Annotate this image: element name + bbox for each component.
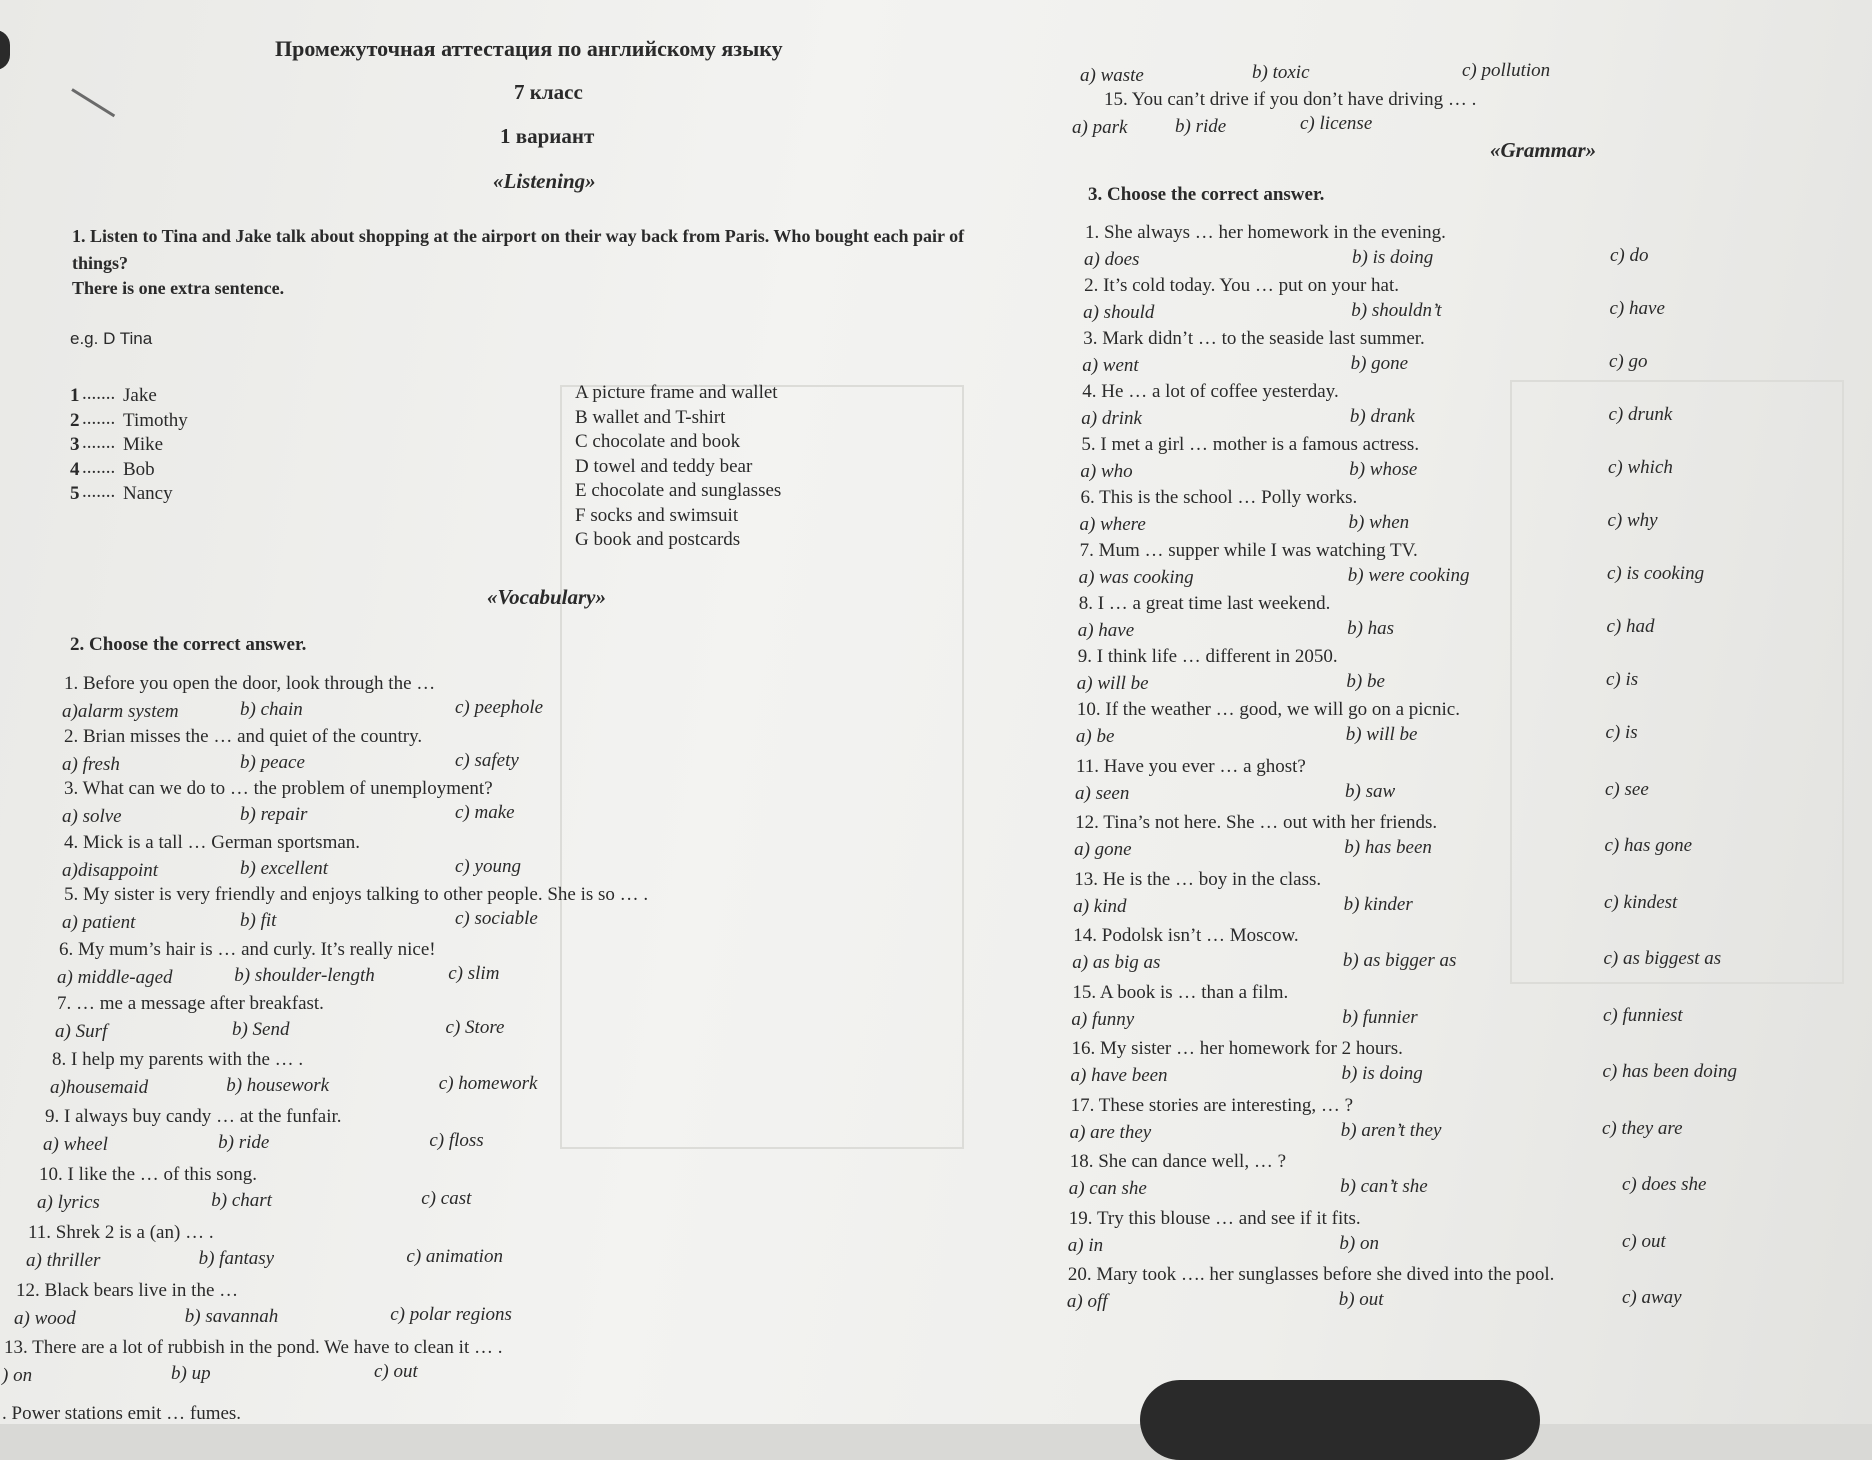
answer-option-b: b) fit (240, 910, 277, 931)
answer-option-b: b) can’t she (1340, 1176, 1428, 1197)
answer-option-c: c) out (374, 1361, 418, 1382)
answer-option-a: a) who (1080, 461, 1133, 482)
answer-option-a: a) can she (1068, 1178, 1147, 1199)
answer-option-a: a) was cooking (1078, 567, 1194, 588)
answer-option-c: c) young (455, 856, 521, 877)
vocabulary-task: 2. Choose the correct answer. (70, 634, 307, 655)
answer-option-a: a) are they (1069, 1121, 1152, 1143)
answer-blank: ....... (82, 407, 116, 429)
answer-option-b: b) as bigger as (1342, 950, 1457, 971)
answer-option-c: c) see (1605, 778, 1649, 800)
answer-option-a: a) Surf (55, 1021, 108, 1042)
answer-option-a: a) in (1067, 1234, 1104, 1256)
vocab-question-10: 10. I like the … of this song. (39, 1164, 257, 1185)
answer-option-c: c) animation (406, 1246, 503, 1267)
answer-option-c: c) have (1609, 298, 1665, 319)
answer-option-a: a) drink (1081, 408, 1142, 429)
answer-option-c: c) has gone (1604, 835, 1693, 856)
answer-option-c: c) kindest (1604, 891, 1678, 913)
answer-option-c: c) they are (1602, 1117, 1683, 1139)
listening-heading: «Listening» (493, 169, 596, 193)
grammar-question-2: 2. It’s cold today. You … put on your hat. (1084, 275, 1399, 296)
listening-task: 1. Listen to Tina and Jake talk about shopping at the airport on their way back from Paris. Who bought each pair of (72, 226, 965, 246)
answer-option-b: b) up (171, 1363, 211, 1384)
vocab-question-13: 13. There are a lot of rubbish in the pond. We have to clean it … . (4, 1337, 503, 1358)
vocab-question-3: 3. What can we do to … the problem of unemployment? (64, 778, 493, 799)
answer-option-b: b) is doing (1352, 247, 1434, 268)
answer-option-b: b) Send (231, 1019, 290, 1040)
answer-option-c: c) do (1610, 245, 1649, 266)
answer-option-a: a) solve (62, 806, 122, 827)
answer-option-a: a) seen (1075, 782, 1130, 804)
answer-option-c: c) has been doing (1602, 1061, 1738, 1082)
answer-option-b: b) excellent (240, 858, 329, 879)
answer-option-a: a) kind (1073, 895, 1127, 917)
answer-option-b: b) is doing (1341, 1063, 1423, 1084)
grammar-question-5: 5. I met a girl … mother is a famous actress. (1081, 434, 1420, 455)
person-name: Mike (123, 434, 164, 455)
answer-option-c: c) as biggest as (1603, 948, 1722, 969)
grammar-question-9: 9. I think life … different in 2050. (1077, 646, 1338, 667)
grade-label: 7 класс (514, 80, 583, 104)
vocab-question-2: 2. Brian misses the … and quiet of the country. (64, 726, 423, 747)
listening-note: There is one extra sentence. (72, 278, 285, 298)
listening-item: C chocolate and book (575, 431, 741, 452)
answer-option-a: a)housemaid (50, 1077, 149, 1098)
answer-option-c: c) is (1605, 722, 1638, 743)
answer-option-a: a) wheel (43, 1134, 108, 1155)
answer-option-b: b) chart (211, 1190, 272, 1211)
page-title: Промежуточная аттестация по английскому языку (275, 36, 783, 61)
answer-option-b: b) whose (1349, 459, 1418, 480)
answer-option-a: a) where (1079, 514, 1146, 535)
grammar-question-17: 17. These stories are interesting, … ? (1070, 1094, 1354, 1116)
answer-option-c: c) is cooking (1607, 563, 1705, 584)
vocab-question-1: 1. Before you open the door, look through the … (64, 673, 436, 694)
pen-stroke (71, 88, 115, 117)
answer-option-b: b) shouldn’t (1351, 300, 1442, 321)
answer-option-b: b) housework (226, 1075, 330, 1096)
binding-clip (1140, 1380, 1540, 1460)
answer-option-b: b) saw (1345, 780, 1396, 802)
person-name: Jake (123, 385, 157, 406)
answer-option-b: b) drank (1349, 406, 1415, 427)
grammar-question-4: 4. He … a lot of coffee yesterday. (1082, 381, 1339, 402)
grammar-question-13: 13. He is the … boy in the class. (1074, 868, 1322, 890)
answer-option-c: c) peephole (455, 697, 544, 718)
answer-option-b: b) ride (1175, 116, 1227, 137)
answer-option-b: b) be (1346, 671, 1385, 692)
vocabulary-heading: «Vocabulary» (487, 585, 607, 609)
answer-option-b: b) savannah (184, 1306, 279, 1327)
answer-option-c: c) go (1609, 351, 1648, 372)
answer-option-c: c) polar regions (390, 1304, 512, 1325)
answer-option-a: a) lyrics (37, 1192, 100, 1213)
answer-option-b: b) aren’t they (1340, 1119, 1442, 1141)
vocab-question-15: 15. You can’t drive if you don’t have driving … . (1104, 89, 1477, 110)
grammar-question-7: 7. Mum … supper while I was watching TV. (1079, 540, 1418, 561)
answer-option-c: c) slim (448, 963, 500, 984)
answer-option-b: b) gone (1350, 353, 1409, 374)
answer-option-a: ) on (2, 1365, 33, 1386)
listening-item: E chocolate and sunglasses (575, 480, 782, 501)
person-number: 4 (70, 458, 80, 480)
answer-option-c: c) out (1622, 1230, 1666, 1252)
answer-option-a: a) waste (1080, 65, 1144, 86)
listening-example: e.g. D Tina (70, 329, 153, 348)
answer-option-a: a) as big as (1072, 952, 1161, 973)
answer-option-a: a) funny (1071, 1008, 1135, 1030)
answer-option-a: a) fresh (62, 754, 120, 775)
vocab-question-5: 5. My sister is very friendly and enjoys talking to other people. She is so … . (64, 884, 649, 905)
vocab-question-9: 9. I always buy candy … at the funfair. (45, 1106, 342, 1127)
answer-option-b: b) funnier (1342, 1006, 1418, 1028)
answer-option-a: a) went (1082, 355, 1139, 376)
answer-option-b: b) fantasy (198, 1248, 275, 1269)
answer-option-a: a) will be (1076, 673, 1149, 694)
grammar-question-15: 15. A book is … than a film. (1072, 981, 1289, 1003)
answer-option-c: c) cast (421, 1188, 472, 1209)
answer-option-b: b) were cooking (1347, 565, 1470, 586)
grammar-task: 3. Choose the correct answer. (1088, 184, 1325, 205)
listening-item: G book and postcards (575, 529, 741, 550)
grammar-question-18: 18. She can dance well, … ? (1069, 1151, 1286, 1172)
person-number: 1 (70, 385, 80, 406)
answer-blank: ....... (82, 383, 116, 404)
answer-option-c: c) homework (438, 1073, 538, 1094)
answer-option-b: b) kinder (1343, 893, 1413, 915)
answer-option-c: c) is (1606, 669, 1639, 690)
answer-option-a: a) have (1077, 620, 1135, 641)
answer-option-a: a) wood (14, 1308, 76, 1329)
answer-option-b: b) ride (218, 1132, 270, 1153)
answer-option-a: a) be (1075, 726, 1115, 747)
answer-option-c: c) safety (455, 750, 519, 771)
vocab-question-8: 8. I help my parents with the … . (52, 1049, 304, 1070)
grammar-question-11: 11. Have you ever … a ghost? (1076, 755, 1306, 777)
answer-blank: ....... (82, 481, 116, 502)
answer-option-b: b) has been (1344, 837, 1432, 858)
person-name: Timothy (123, 409, 188, 431)
answer-option-c: c) license (1300, 113, 1373, 134)
corner-shadow (0, 30, 10, 70)
answer-option-c: c) pollution (1462, 60, 1551, 81)
answer-option-a: a) gone (1074, 839, 1132, 860)
grammar-question-1: 1. She always … her homework in the evening. (1085, 222, 1446, 243)
answer-option-c: c) make (455, 802, 515, 823)
answer-option-a: a) thriller (26, 1250, 101, 1271)
grammar-question-6: 6. This is the school … Polly works. (1080, 487, 1358, 508)
grammar-question-14: 14. Podolsk isn’t … Moscow. (1073, 925, 1299, 946)
answer-option-c: c) Store (445, 1017, 505, 1038)
answer-option-b: b) has (1347, 618, 1395, 639)
answer-blank: ....... (82, 432, 116, 453)
grammar-question-20: 20. Mary took …. her sunglasses before she dived into the pool. (1067, 1264, 1555, 1285)
vocab-question-12: 12. Black bears live in the … (16, 1280, 239, 1301)
answer-option-b: b) shoulder-length (234, 965, 375, 986)
answer-blank: ....... (82, 456, 116, 478)
grammar-question-12: 12. Tina’s not here. She … out with her friends. (1075, 812, 1438, 833)
listening-task-cont: things? (72, 253, 129, 273)
grammar-question-10: 10. If the weather … good, we will go on a picnic. (1076, 699, 1460, 720)
answer-option-b: b) on (1339, 1232, 1379, 1254)
answer-option-b: b) out (1338, 1289, 1384, 1310)
answer-option-b: b) toxic (1252, 62, 1310, 83)
answer-option-c: c) floss (429, 1130, 484, 1151)
person-number: 3 (70, 434, 80, 455)
answer-option-a: a) middle-aged (57, 967, 173, 988)
answer-option-a: a) patient (62, 912, 136, 933)
vocab-question-7: 7. … me a message after breakfast. (57, 993, 324, 1014)
grammar-heading: «Grammar» (1490, 138, 1597, 162)
answer-option-c: c) drunk (1608, 404, 1673, 425)
answer-option-c: c) sociable (455, 908, 538, 929)
answer-option-b: b) will be (1345, 724, 1418, 745)
answer-option-c: c) why (1607, 510, 1658, 531)
answer-option-a: a) does (1084, 249, 1140, 270)
answer-option-a: a) park (1072, 117, 1128, 138)
answer-option-a: a)alarm system (62, 701, 179, 722)
vocab-question-11: 11. Shrek 2 is a (an) … . (28, 1222, 214, 1243)
vocab-question-4: 4. Mick is a tall … German sportsman. (64, 832, 361, 853)
person-number: 5 (70, 483, 80, 504)
person-name: Nancy (123, 483, 173, 504)
answer-option-b: b) peace (240, 752, 305, 773)
listening-item: B wallet and T-shirt (575, 406, 726, 428)
listening-item: D towel and teddy bear (575, 455, 753, 477)
answer-option-b: b) chain (240, 699, 303, 720)
answer-option-a: a) off (1066, 1291, 1108, 1312)
answer-option-a: a) have been (1070, 1065, 1168, 1086)
answer-option-a: a) should (1083, 302, 1155, 323)
grammar-question-3: 3. Mark didn’t … to the seaside last summer. (1083, 328, 1425, 349)
person-number: 2 (70, 409, 80, 431)
answer-option-c: c) away (1622, 1287, 1682, 1308)
answer-option-c: c) which (1608, 457, 1673, 478)
grammar-question-8: 8. I … a great time last weekend. (1078, 593, 1331, 614)
answer-option-b: b) repair (240, 804, 308, 825)
vocab-question-14: . Power stations emit … fumes. (2, 1403, 242, 1424)
vocab-question-6: 6. My mum’s hair is … and curly. It’s really nice! (59, 939, 436, 960)
listening-item: F socks and swimsuit (575, 504, 739, 526)
answer-option-b: b) when (1348, 512, 1410, 533)
listening-item: A picture frame and wallet (575, 382, 778, 403)
variant-label: 1 вариант (500, 124, 595, 148)
grammar-question-16: 16. My sister … her homework for 2 hours. (1071, 1038, 1403, 1059)
answer-option-a: a)disappoint (62, 860, 159, 881)
answer-option-c: c) funniest (1603, 1004, 1683, 1026)
answer-option-c: c) had (1606, 616, 1655, 637)
answer-option-c: c) does she (1622, 1174, 1707, 1195)
grammar-question-19: 19. Try this blouse … and see if it fits. (1068, 1207, 1361, 1229)
person-name: Bob (123, 458, 155, 480)
